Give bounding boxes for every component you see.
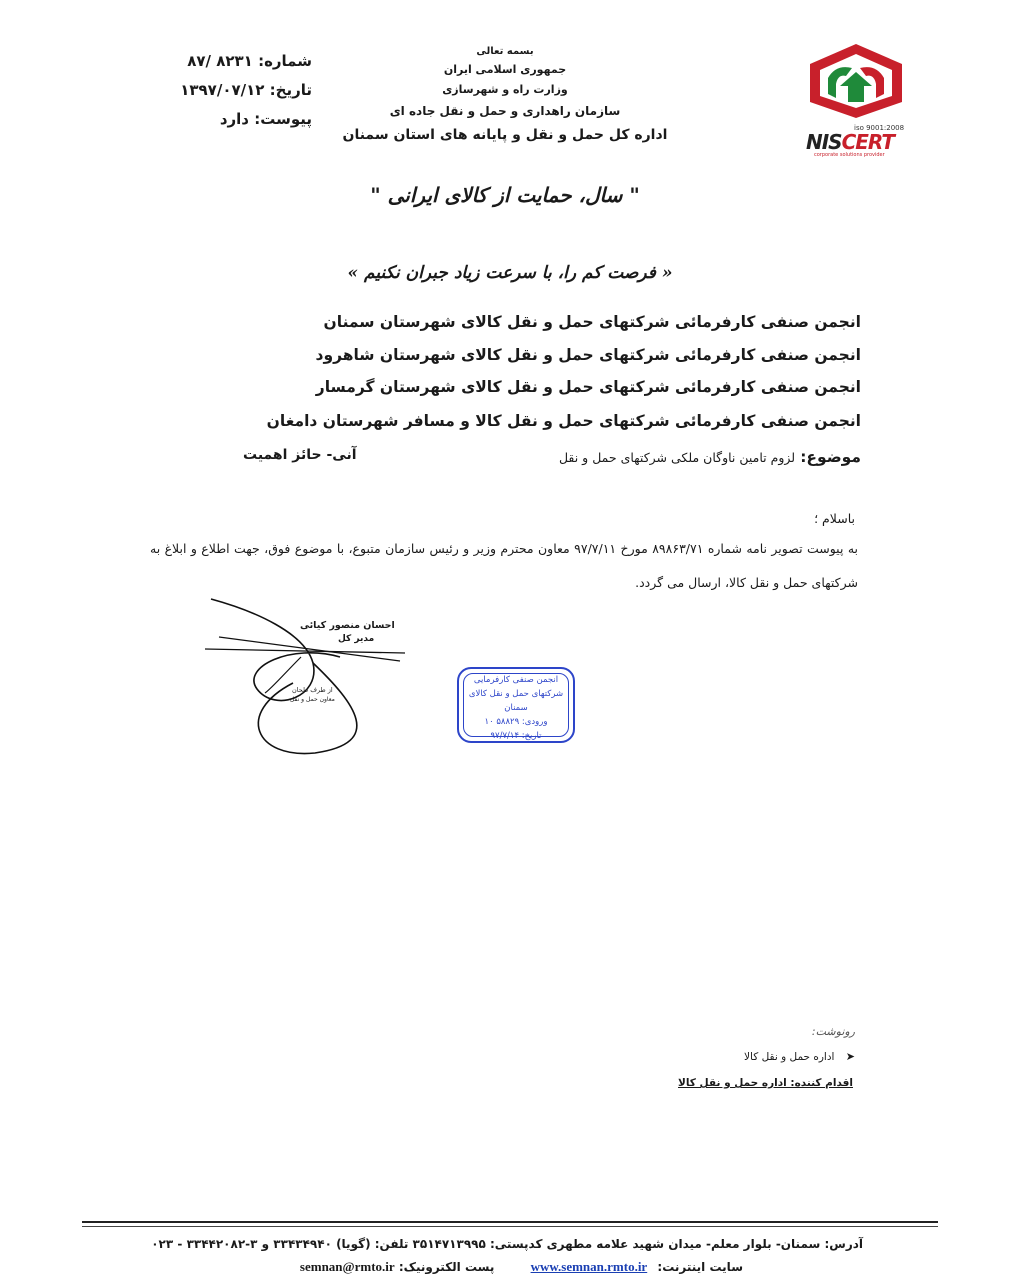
stamp-line-3: ورودی: ۵۸۸۲۹ ۱۰ — [484, 717, 548, 727]
handwritten-signature-icon — [195, 593, 410, 763]
letter-date: تاریخ: ۱۳۹۷/۰۷/۱۲ — [180, 81, 312, 99]
footer-contact — [300, 1259, 743, 1275]
subject-text: لزوم تامین ناوگان ملکی شرکتهای حمل و نقل — [558, 450, 796, 465]
logo-emblem-icon — [806, 42, 906, 120]
signer-name: احسان منصور کیائی — [300, 620, 395, 631]
footer-divider — [82, 1221, 938, 1223]
cc-action: اقدام کننده: اداره حمل و نقل کالا — [678, 1077, 853, 1089]
recipient-4: انجمن صنفی کارفرمائی شرکتهای حمل و نقل کالا و مسافر شهرستان دامغان — [266, 412, 861, 430]
letter-meta — [150, 52, 312, 139]
subject-label: موضوع: — [800, 448, 861, 466]
logo-brand-cert: CERT — [841, 130, 895, 154]
subject-line — [559, 447, 861, 466]
motto-slogan: « فرصت کم را، با سرعت زیاد جبران نکنیم » — [347, 263, 673, 283]
deputy-name: از طرف طحان — [292, 686, 333, 694]
priority-label: آنی- حائز اهمیت — [243, 447, 357, 463]
letterhead — [340, 44, 670, 148]
stamp-line-2: شرکتهای حمل و نقل کالای سمنان — [468, 689, 564, 713]
logo-brand-ni: NIS — [806, 130, 842, 154]
cc-item — [744, 1050, 855, 1063]
arrow-icon: ➤ — [845, 1050, 855, 1063]
cc-label: رونوشت: — [811, 1025, 855, 1038]
recipient-2: انجمن صنفی کارفرمائی شرکتهای حمل و نقل کالای شهرستان شاهرود — [315, 346, 861, 364]
deputy-title: معاون حمل و نقل — [290, 696, 335, 703]
body-paragraph: به پیوست تصویر نامه شماره ۸۹۸۶۳/۷۱ مورخ ۹۷/۷/۱۱ معاون محترم وزیر و رئیس سازمان متبوع، با موضوع فوق، جهت اطلاع و ابلاغ به شرکتهای حمل و نقل کالا، ارسال می گردد. — [150, 541, 859, 590]
letter-number: شماره: ۸۲۳۱ /۸۷ — [187, 52, 312, 70]
department-name: اداره کل حمل و نقل و پایانه های استان سمنان — [342, 127, 668, 143]
signer-title: مدیر کل — [338, 634, 375, 644]
received-stamp — [457, 667, 575, 743]
site-label: سایت اینترنت: — [657, 1260, 743, 1274]
organization-logo — [806, 42, 906, 158]
year-slogan: " سال، حمایت از کالای ایرانی " — [370, 183, 640, 207]
stamp-inner-border — [463, 673, 569, 737]
greeting: باسلام ؛ — [814, 511, 855, 526]
footer-address: آدرس: سمنان- بلوار معلم- میدان شهید علامه مطهری کدپستی: ۳۵۱۴۷۱۳۹۹۵ تلفن: (گویا) ۳۳۴۳۴۹۴۰ و ۳-۳۳۴۴۲۰۸۲ - ۰۲۳ — [151, 1237, 863, 1251]
stamp-line-4: تاریخ: ۹۷/۷/۱۴ — [490, 731, 542, 741]
logo-brand — [806, 130, 894, 154]
republic-name: جمهوری اسلامی ایران — [443, 63, 567, 76]
bismillah: بسمه تعالی — [476, 46, 534, 57]
organization-name: سازمان راهداری و حمل و نقل جاده ای — [389, 104, 621, 118]
email-label: پست الکترونیک: — [398, 1260, 495, 1274]
letter-attachment: پیوست: دارد — [219, 110, 312, 128]
website-link[interactable]: www.semnan.rmto.ir — [530, 1259, 648, 1274]
stamp-line-1: انجمن صنفی کارفرمایی — [473, 675, 559, 685]
email-address[interactable]: semnan@rmto.ir — [299, 1259, 395, 1274]
recipient-1: انجمن صنفی کارفرمائی شرکتهای حمل و نقل کالای شهرستان سمنان — [323, 313, 861, 331]
footer-divider-secondary — [82, 1226, 938, 1227]
recipient-3: انجمن صنفی کارفرمائی شرکتهای حمل و نقل کالای شهرستان گرمسار — [315, 378, 861, 396]
logo-iso: iso 9001:2008 — [854, 124, 905, 132]
ministry-name: وزارت راه و شهرسازی — [442, 83, 568, 96]
cc-item-text: اداره حمل و نقل کالا — [744, 1051, 835, 1063]
logo-tagline: corporate solutions provider — [814, 152, 885, 158]
